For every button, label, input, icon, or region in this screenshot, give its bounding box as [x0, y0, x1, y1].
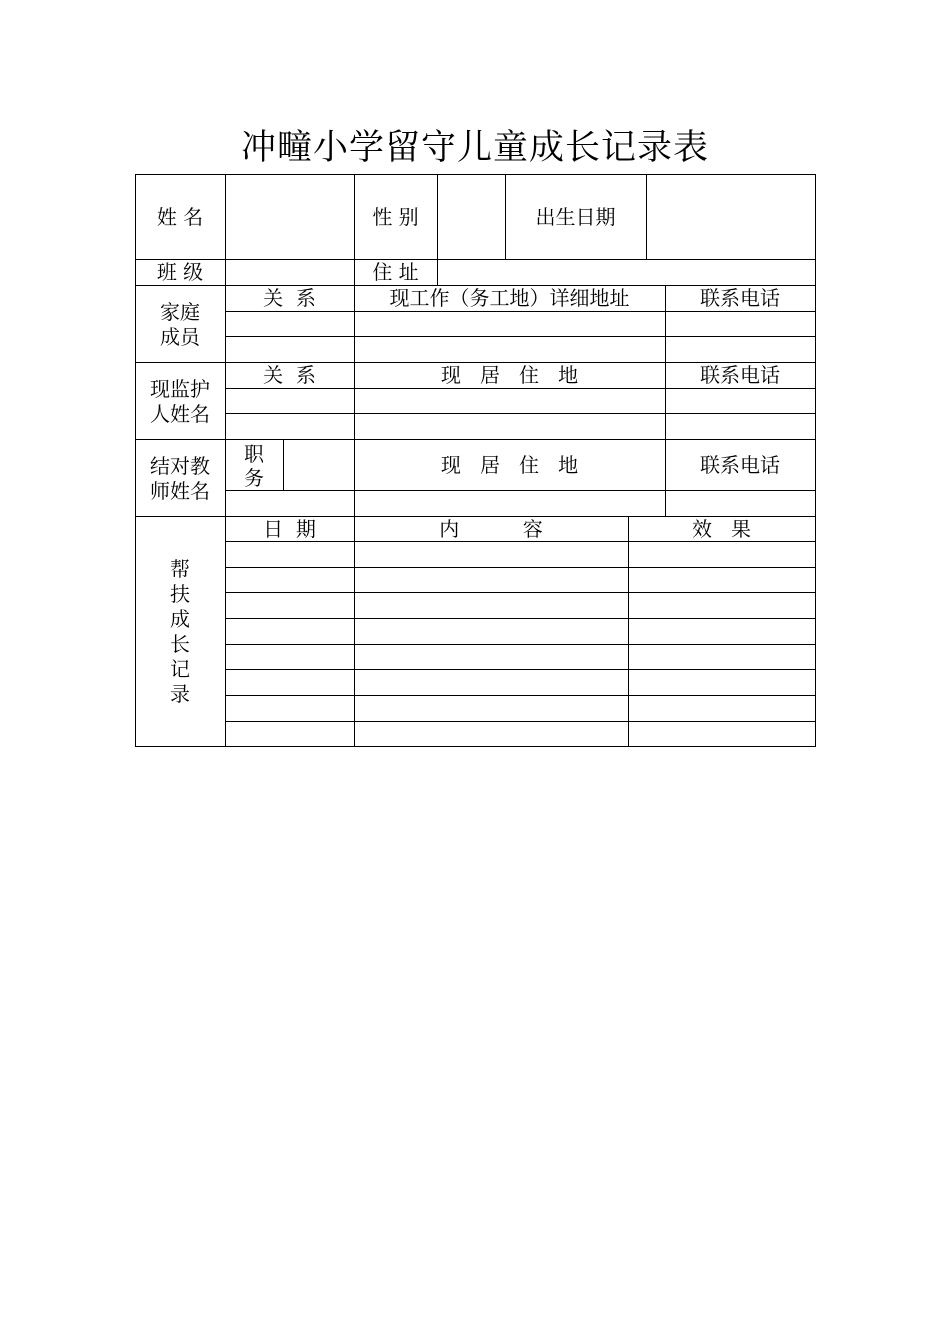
- phone-header: 联系电话: [700, 286, 780, 310]
- assistance-record-label: 录: [170, 682, 190, 706]
- col-divider: [437, 174, 438, 286]
- assistance-record-label: 成: [170, 607, 190, 631]
- date-header: 日 期: [263, 517, 316, 541]
- row-divider: [225, 541, 816, 542]
- family-members-label: 成员: [160, 325, 200, 349]
- row-divider: [225, 388, 816, 389]
- relation-header: 关 系: [263, 286, 316, 310]
- row-divider: [225, 592, 816, 593]
- guardian-name-label: 现监护: [150, 377, 210, 401]
- col-divider: [283, 439, 284, 491]
- row-divider: [225, 644, 816, 645]
- address-label: 住 址: [372, 260, 419, 284]
- row-divider: [135, 259, 816, 260]
- row-divider: [225, 490, 816, 491]
- table-border-bottom: [135, 746, 816, 747]
- row-divider: [225, 618, 816, 619]
- page-title: 冲疃小学留守儿童成长记录表: [240, 128, 709, 168]
- row-divider: [225, 413, 816, 414]
- effect-header: 效 果: [691, 517, 752, 541]
- work-address-header: 现工作（务工地）详细地址: [389, 286, 630, 310]
- class-label: 班 级: [156, 260, 204, 284]
- phone-header: 联系电话: [700, 363, 780, 387]
- position-header: 职: [244, 442, 264, 466]
- col-divider: [628, 516, 629, 747]
- row-divider: [135, 439, 816, 440]
- teacher-name-label: 结对教: [150, 454, 210, 478]
- guardian-name-label: 人姓名: [150, 402, 210, 426]
- row-divider: [225, 721, 816, 722]
- content-header: 内 容: [439, 517, 543, 541]
- col-divider: [665, 285, 666, 517]
- row-divider: [225, 567, 816, 568]
- birth-date-label: 出生日期: [535, 205, 616, 229]
- gender-label: 性 别: [372, 205, 419, 229]
- table-border-top: [135, 174, 816, 175]
- residence-header: 现 居 住 地: [440, 363, 579, 387]
- family-members-label: 家庭: [160, 300, 200, 324]
- row-divider: [225, 669, 816, 670]
- assistance-record-label: 记: [170, 657, 190, 681]
- teacher-name-label: 师姓名: [150, 479, 210, 503]
- residence-header: 现 居 住 地: [440, 453, 579, 477]
- name-label: 姓 名: [156, 205, 204, 229]
- row-divider: [225, 336, 816, 337]
- assistance-record-label: 长: [170, 632, 190, 656]
- phone-header: 联系电话: [700, 453, 780, 477]
- assistance-record-label: 帮: [170, 557, 190, 581]
- row-divider: [225, 695, 816, 696]
- relation-header: 关 系: [263, 363, 316, 387]
- col-divider: [646, 174, 647, 260]
- position-header: 务: [244, 466, 264, 490]
- row-divider: [225, 311, 816, 312]
- assistance-record-label: 扶: [170, 582, 190, 606]
